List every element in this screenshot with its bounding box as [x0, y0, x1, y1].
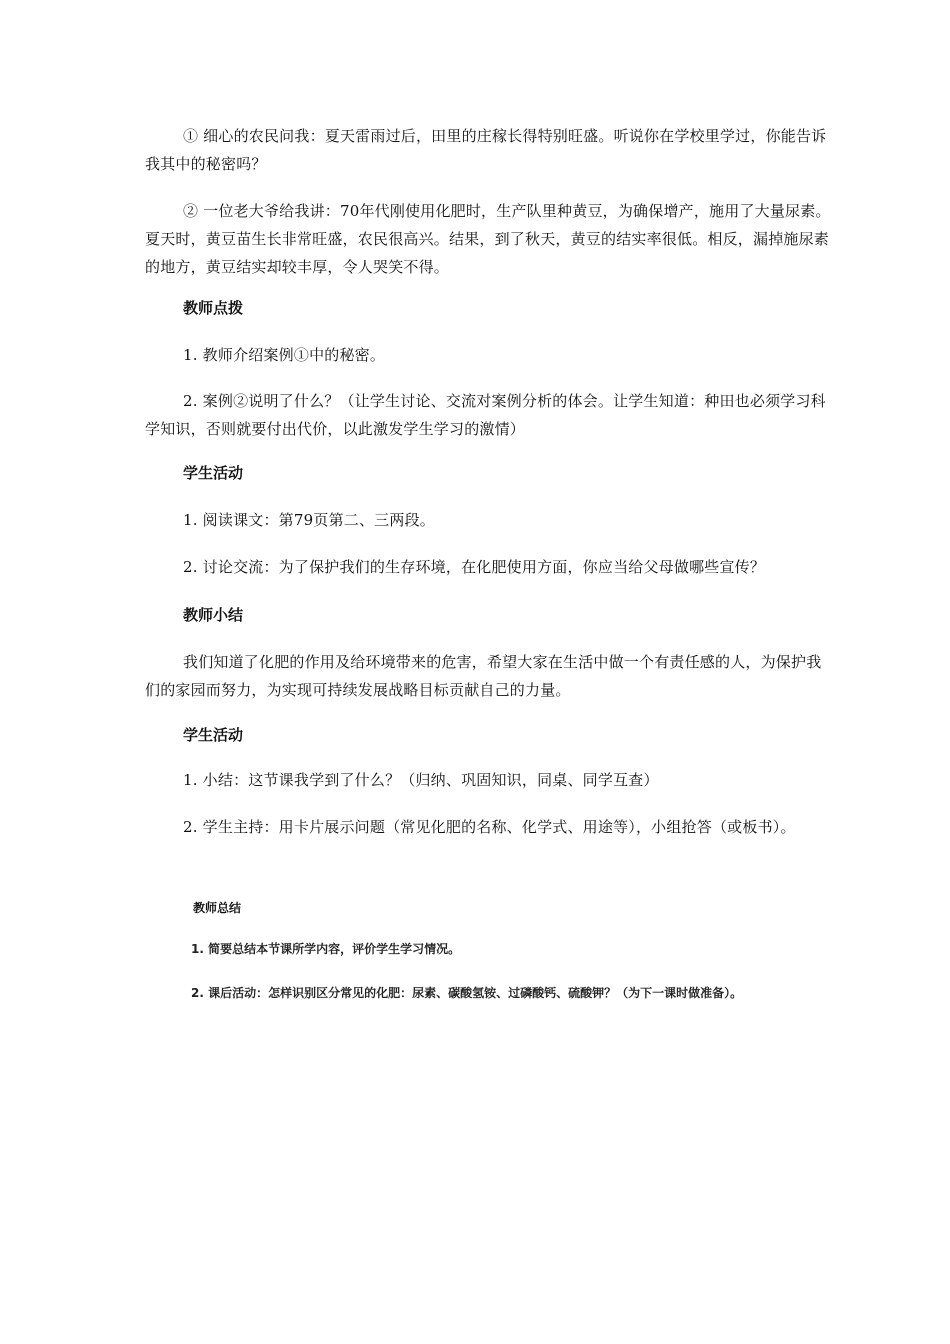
student-activity-1-item-2: 2. 讨论交流：为了保护我们的生存环境，在化肥使用方面，你应当给父母做哪些宣传？: [183, 558, 766, 576]
teacher-conclusion-item-2: 2. 课后活动：怎样识别区分常见的化肥：尿素、碳酸氢铵、过磷酸钙、硫酸钾？（为下一课时做准备）。: [191, 986, 743, 1000]
student-activity-2-item-2: 2. 学生主持：用卡片展示问题（常见化肥的名称、化学式、用途等），小组抢答（或板书）。: [183, 818, 796, 836]
teacher-guide-item-1: 1. 教师介绍案例①中的秘密。: [183, 346, 386, 364]
case-1-paragraph: ① 细心的农民问我：夏天雷雨过后，田里的庄稼长得特别旺盛。听说你在学校里学过，你能告诉我其中的秘密吗？: [145, 127, 827, 173]
student-activity-2-item-1: 1. 小结：这节课我学到了什么？（归纳、巩固知识，同桌、同学互查）: [183, 771, 659, 789]
student-activity-1-heading: 学生活动: [183, 464, 244, 482]
teacher-guide-heading: 教师点拨: [183, 299, 244, 317]
teacher-conclusion-item-1: 1. 简要总结本节课所学内容，评价学生学习情况。: [191, 942, 461, 956]
teacher-summary-paragraph: 我们知道了化肥的作用及给环境带来的危害，希望大家在生活中做一个有责任感的人，为保护我们的家园而努力，为实现可持续发展战略目标贡献自己的力量。: [145, 653, 822, 699]
teacher-conclusion-heading: 教师总结: [193, 901, 242, 915]
teacher-guide-item-2: 2. 案例②说明了什么？（让学生讨论、交流对案例分析的体会。让学生知道：种田也必须学习科学知识，否则就要付出代价，以此激发学生学习的激情）: [145, 392, 826, 438]
teacher-summary-heading: 教师小结: [183, 606, 244, 624]
student-activity-1-item-1: 1. 阅读课文：第79页第二、三两段。: [183, 511, 435, 529]
student-activity-2-heading: 学生活动: [183, 726, 244, 744]
case-2-paragraph: ② 一位老大爷给我讲：70年代刚使用化肥时，生产队里种黄豆，为确保增产，施用了大量尿素。夏天时，黄豆苗生长非常旺盛，农民很高兴。结果，到了秋天，黄豆的结实率很低。相反，漏掉施尿素的地方，黄豆结实却较丰厚，令人哭笑不得。: [145, 202, 831, 276]
